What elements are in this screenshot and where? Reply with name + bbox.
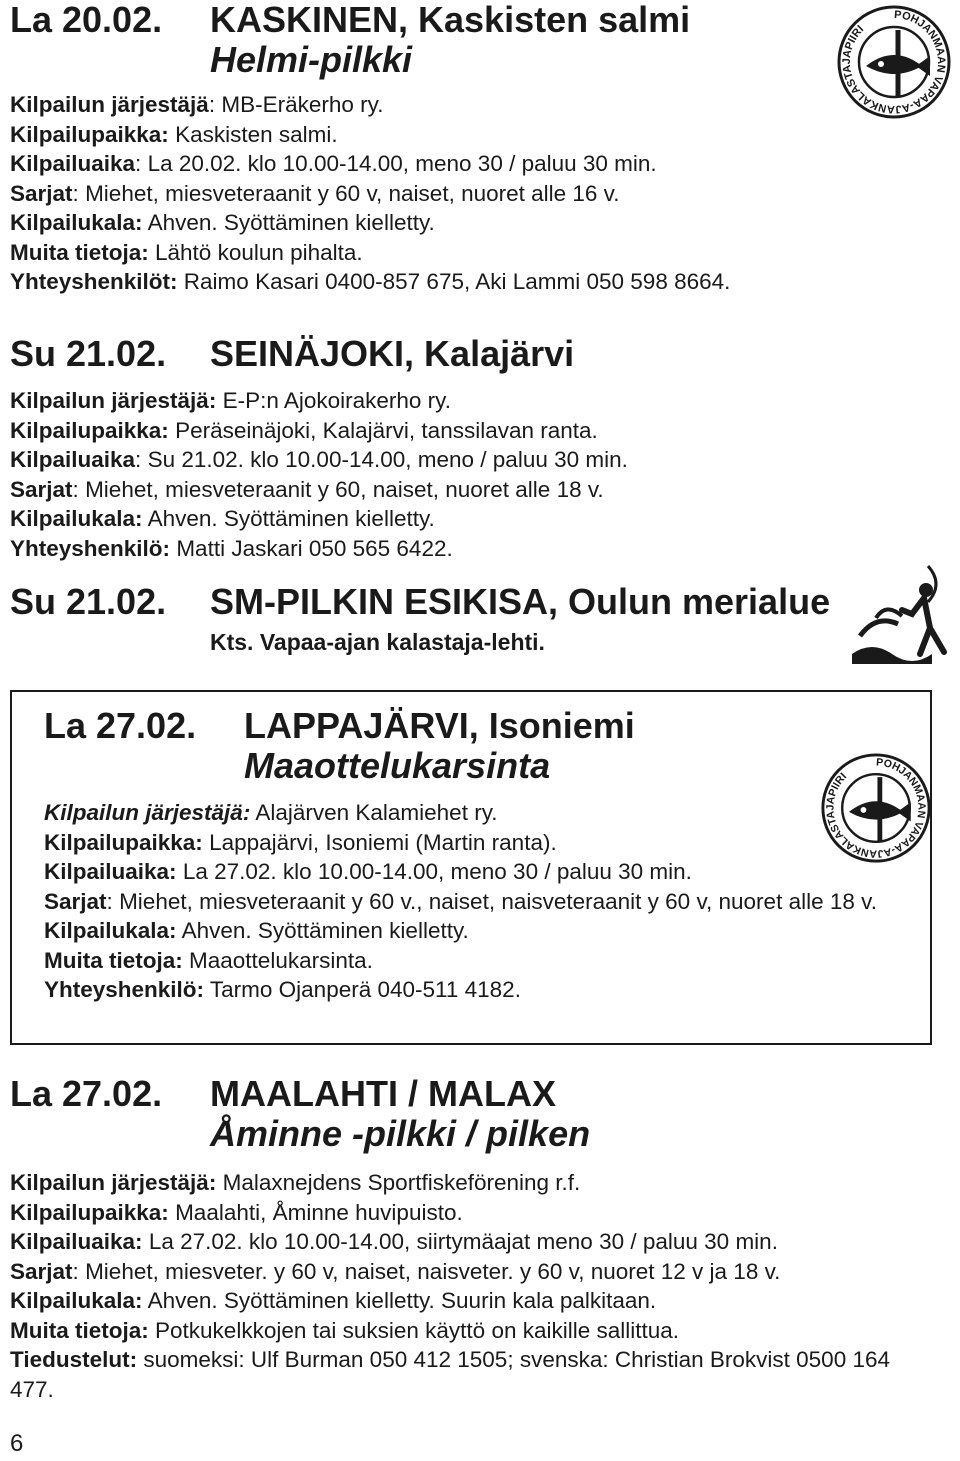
svg-text:POHJANMAAN VAPAA-AJANKALASTAJA: POHJANMAAN VAPAA-AJANKALASTAJAPIIRI [824,756,928,860]
detail-categories: Sarjat: Miehet, miesveteraanit y 60 v., naiset, naisveteraanit y 60 v, nuoret alle 18 v. [44,888,877,914]
event-subtitle: Åminne -pilkki / pilken [210,1113,591,1154]
event-header [44,706,904,746]
club-logo-icon [836,4,952,120]
event-kaskinen [10,0,730,297]
event-header [10,1074,910,1114]
svg-text:POHJANMAAN VAPAA-AJANKALASTAJA: POHJANMAAN VAPAA-AJANKALASTAJAPIIRI [840,8,948,116]
detail-other: Muita tietoja: Lähtö koulun pihalta. [10,239,363,265]
detail-venue: Kilpailupaikka: Maalahti, Åminne huvipuisto. [10,1199,463,1225]
fisherman-illustration-icon [846,558,956,670]
detail-fish: Kilpailukala: Ahven. Syöttäminen kielletty. [44,918,469,943]
club-logo-icon [820,752,932,864]
event-details [10,1168,910,1404]
event-date: La 20.02. [10,0,163,40]
detail-categories: Sarjat: Miehet, miesveteraanit y 60 v, naiset, nuoret alle 16 v. [10,180,620,206]
event-title: SM-PILKIN ESIKISA, Oulun merialue [210,581,831,622]
detail-time: Kilpailuaika: Su 21.02. klo 10.00-14.00, meno / paluu 30 min. [10,447,628,472]
event-header [10,0,730,40]
event-note: Kts. Vapaa-ajan kalastaja-lehti. [210,629,545,655]
event-seinajoki [10,334,628,563]
event-date: Su 21.02. [10,581,167,622]
event-header [10,582,830,622]
detail-fish: Kilpailukala: Ahven. Syöttäminen kielletty. Suurin kala palkitaan. [10,1288,657,1313]
detail-organizer: Kilpailun järjestäjä: E-P:n Ajokoirakerho ry. [10,388,452,413]
detail-organizer: Kilpailun järjestäjä: Malaxnejdens Sportfiskeförening r.f. [10,1170,581,1195]
event-lappajarvi [44,706,904,1005]
detail-inquiries: Tiedustelut: suomeksi: Ulf Burman 050 412 1505; svenska: Christian Brokvist 0500 164 477. [10,1347,891,1402]
event-title: MAALAHTI / MALAX [210,1073,556,1114]
event-date: La 27.02. [10,1073,163,1114]
detail-time: Kilpailuaika: La 27.02. klo 10.00-14.00, meno 30 / paluu 30 min. [44,859,692,884]
event-maalahti [10,1074,910,1404]
event-sm-pilkki [10,582,830,656]
event-details [10,386,628,563]
detail-other: Muita tietoja: Potkukelkkojen tai suksien käyttö on kaikille sallittua. [10,1317,680,1343]
page-number: 6 [10,1430,24,1457]
detail-fish: Kilpailukala: Ahven. Syöttäminen kielletty. [10,210,435,235]
detail-other: Muita tietoja: Maaottelukarsinta. [44,947,373,973]
detail-categories: Sarjat: Miehet, miesveteraanit y 60, naiset, nuoret alle 18 v. [10,476,604,502]
event-title: LAPPAJÄRVI, Isoniemi [244,705,635,746]
detail-venue: Kilpailupaikka: Kaskisten salmi. [10,121,338,147]
event-date: La 27.02. [44,705,197,746]
detail-time: Kilpailuaika: La 27.02. klo 10.00-14.00, siirtymäajat meno 30 / paluu 30 min. [10,1229,778,1254]
event-date: Su 21.02. [10,333,167,374]
detail-fish: Kilpailukala: Ahven. Syöttäminen kielletty. [10,506,435,531]
event-title: KASKINEN, Kaskisten salmi [210,0,691,40]
event-subtitle: Maaottelukarsinta [244,745,551,786]
detail-venue: Kilpailupaikka: Peräseinäjoki, Kalajärvi, tanssilavan ranta. [10,417,598,443]
event-title: SEINÄJOKI, Kalajärvi [210,333,575,374]
detail-organizer: Kilpailun järjestäjä: MB-Eräkerho ry. [10,92,384,117]
detail-contact: Yhteyshenkilö: Matti Jaskari 050 565 6422. [10,535,453,561]
event-details [10,90,730,297]
detail-contacts: Yhteyshenkilöt: Raimo Kasari 0400-857 675, Aki Lammi 050 598 8664. [10,269,731,294]
detail-organizer: Kilpailun järjestäjä: Alajärven Kalamiehet ry. [44,800,498,825]
detail-venue: Kilpailupaikka: Lappajärvi, Isoniemi (Martin ranta). [44,829,557,855]
detail-categories: Sarjat: Miehet, miesveter. y 60 v, naiset, naisveter. y 60 v, nuoret 12 v ja 18 v. [10,1258,781,1284]
detail-time: Kilpailuaika: La 20.02. klo 10.00-14.00, meno 30 / paluu 30 min. [10,151,657,176]
event-details [44,798,904,1005]
detail-contact: Yhteyshenkilö: Tarmo Ojanperä 040-511 4182. [44,977,521,1002]
event-subtitle: Helmi-pilkki [210,39,413,80]
event-header [10,334,628,374]
